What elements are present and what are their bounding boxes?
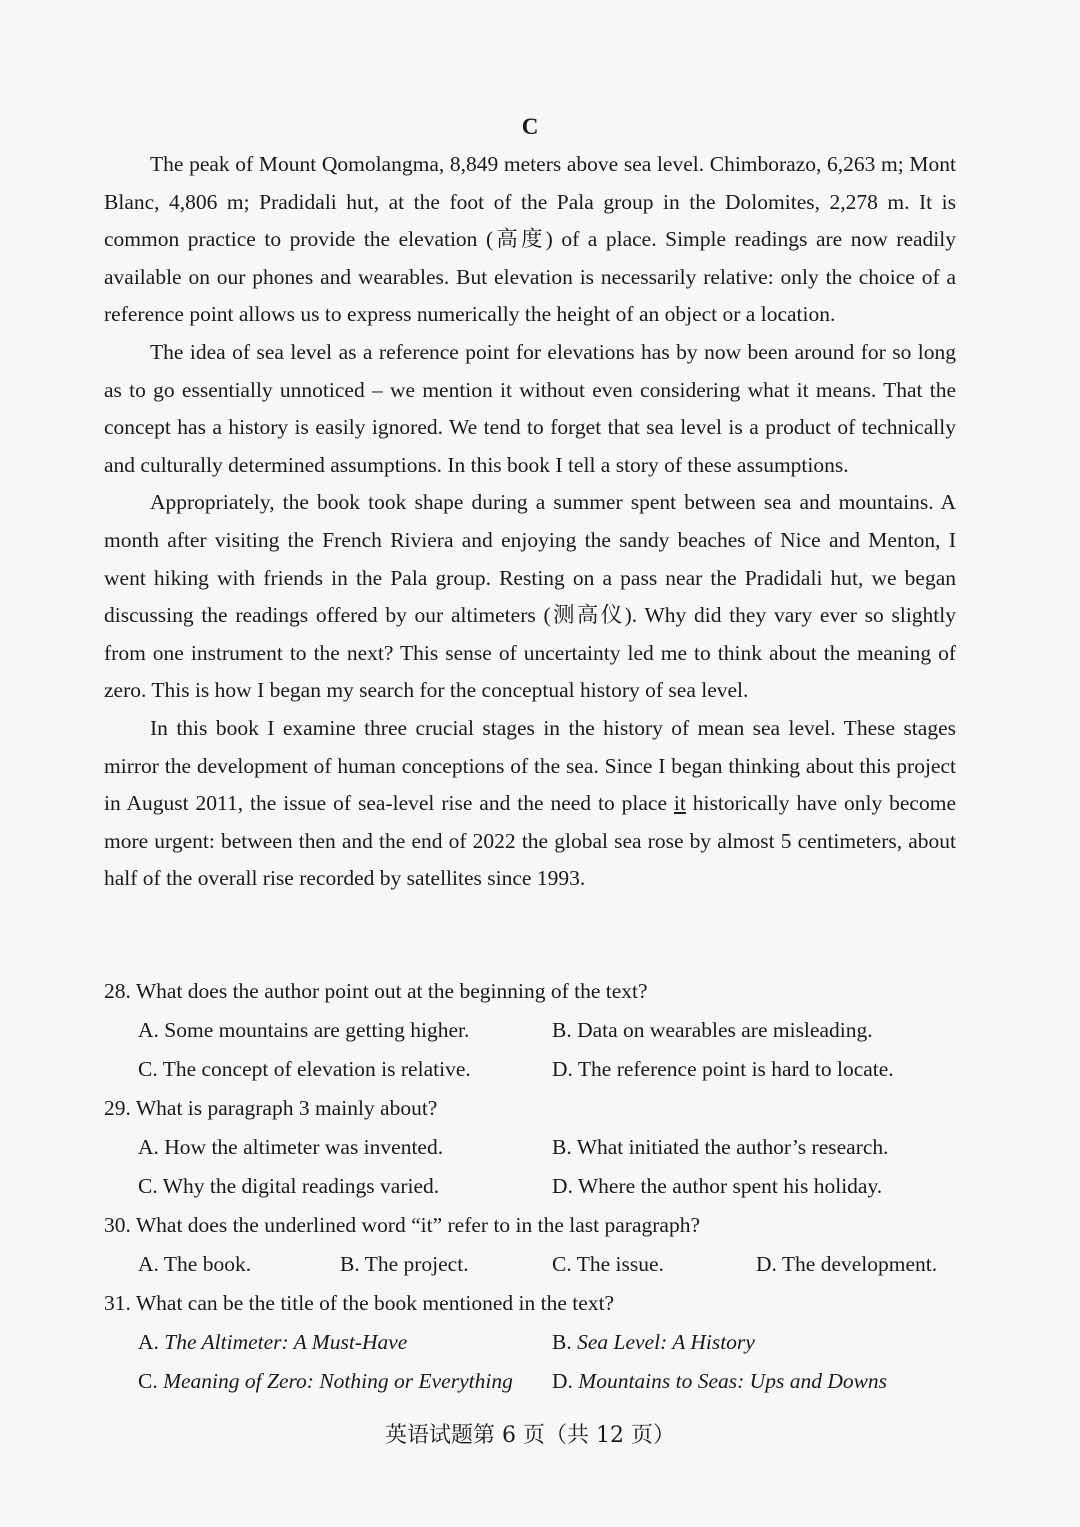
question-28-option-a[interactable]: A. Some mountains are getting higher. [138, 1018, 470, 1042]
paragraph-4 [104, 710, 956, 898]
section-heading: C [521, 114, 539, 139]
question-31-option-a[interactable] [138, 1323, 407, 1362]
reading-passage [104, 146, 956, 898]
book-title: Mountains to Seas: Ups and Downs [578, 1369, 888, 1393]
question-30-option-b[interactable]: B. The project. [340, 1252, 469, 1276]
question-31-option-c[interactable] [138, 1362, 513, 1401]
question-29-option-b[interactable]: B. What initiated the author’s research. [552, 1135, 889, 1159]
page-footer: 英语试题第 6 页（共 12 页） [385, 1423, 675, 1448]
paragraph-4-text-after: historically have only become more urgent: between then and the end of 2022 the global sea rose by almost 5 centimeters, about half of the overall rise recorded by satellites since 1993. [104, 791, 956, 891]
option-letter: C. [138, 1369, 164, 1393]
book-title: Sea Level: A History [577, 1330, 755, 1354]
paragraph-3: Appropriately, the book took shape during a summer spent between sea and mountains. A month after visiting the French Riviera and enjoying the sandy beaches of Nice and Menton, I went hiking with friends in the Pala group. Resting on a pass near the Pradidali hut, we began discussing the readings offered by our altimeters (测高仪). Why did they vary ever so slightly from one instrument to the next? This sense of uncertainty led me to think about the meaning of zero. This is how I began my search for the conceptual history of sea level. [104, 490, 956, 703]
book-title: Meaning of Zero: Nothing or Everything [163, 1369, 513, 1393]
question-29-options-row-2 [104, 1167, 964, 1206]
option-letter: D. [552, 1369, 579, 1393]
question-28-options-row-1 [104, 1011, 964, 1050]
question-list [104, 972, 964, 1401]
question-30-option-c[interactable]: C. The issue. [552, 1252, 664, 1276]
underlined-word: it [673, 791, 686, 816]
question-31-stem: 31. What can be the title of the book mentioned in the text? [104, 1291, 615, 1315]
question-28-option-d[interactable]: D. The reference point is hard to locate. [552, 1057, 894, 1081]
option-letter: B. [552, 1330, 578, 1354]
question-28-option-b[interactable]: B. Data on wearables are misleading. [552, 1018, 873, 1042]
question-29-option-a[interactable]: A. How the altimeter was invented. [138, 1135, 444, 1159]
question-30-options-row [104, 1245, 964, 1284]
question-30-option-a[interactable]: A. The book. [138, 1252, 252, 1276]
question-31-options-row-2 [104, 1362, 964, 1401]
paragraph-4-text-before: In this book I examine three crucial stages in the history of mean sea level. These stages mirror the development of human conceptions of the sea. Since I began thinking about this project in August 2011, the issue of sea-level rise and the need to place [104, 715, 956, 816]
paragraph-1: The peak of Mount Qomolangma, 8,849 meters above sea level. Chimborazo, 6,263 m; Mont Blanc, 4,806 m; Pradidali hut, at the foot of the Pala group in the Dolomites, 2,278 m. It is common practice to provide the elevation (高度) of a place. Simple readings are now readily available on our phones and wearables. But elevation is necessarily relative: only the choice of a reference point allows us to express numerically the height of an object or a location. [104, 152, 956, 327]
question-30-stem: 30. What does the underlined word “it” refer to in the last paragraph? [104, 1213, 701, 1237]
paragraph-2: The idea of sea level as a reference point for elevations has by now been around for so long as to go essentially unnoticed – we mention it without even considering what it means. That the concept has a history is easily ignored. We tend to forget that sea level is a product of technically and culturally determined assumptions. In this book I tell a story of these assumptions. [104, 339, 956, 477]
question-31-options-row-1 [104, 1323, 964, 1362]
question-29-options-row-1 [104, 1128, 964, 1167]
question-29-option-c[interactable]: C. Why the digital readings varied. [138, 1174, 440, 1198]
question-28-options-row-2 [104, 1050, 964, 1089]
question-31-option-b[interactable] [552, 1323, 755, 1362]
question-28-stem: 28. What does the author point out at the beginning of the text? [104, 979, 648, 1003]
question-29-option-d[interactable]: D. Where the author spent his holiday. [552, 1174, 883, 1198]
question-31-option-d[interactable] [552, 1362, 887, 1401]
option-letter: A. [138, 1330, 165, 1354]
question-28-option-c[interactable]: C. The concept of elevation is relative. [138, 1057, 471, 1081]
book-title: The Altimeter: A Must-Have [164, 1330, 408, 1354]
question-29-stem: 29. What is paragraph 3 mainly about? [104, 1096, 438, 1120]
question-30-option-d[interactable]: D. The development. [756, 1252, 938, 1276]
